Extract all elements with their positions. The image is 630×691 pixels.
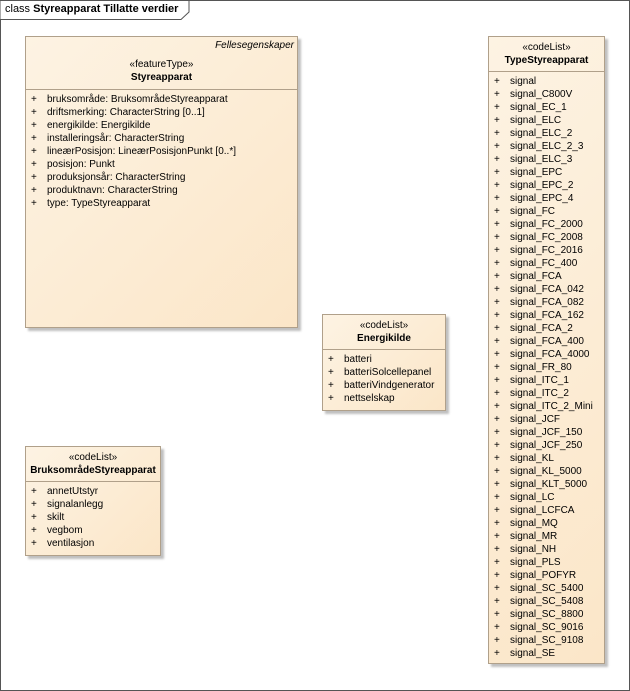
class-name: Styreapparat bbox=[130, 72, 193, 83]
visibility-marker: + bbox=[494, 245, 500, 256]
list-item bbox=[489, 192, 604, 205]
visibility-marker: + bbox=[494, 440, 500, 451]
list-item bbox=[489, 166, 604, 179]
visibility-marker: + bbox=[31, 133, 37, 144]
class-header bbox=[323, 315, 445, 345]
visibility-marker: + bbox=[328, 354, 334, 365]
list-item bbox=[489, 556, 604, 569]
list-item-label: signal_SC_5408 bbox=[510, 596, 584, 607]
list-item-label: driftsmerking: CharacterString [0..1] bbox=[47, 107, 205, 118]
list-item-label: lineærPosisjon: LineærPosisjonPunkt [0..*] bbox=[47, 146, 236, 157]
list-item-label: skilt bbox=[47, 512, 65, 523]
visibility-marker: + bbox=[494, 115, 500, 126]
visibility-marker: + bbox=[31, 146, 37, 157]
visibility-marker: + bbox=[494, 154, 500, 165]
list-item bbox=[489, 88, 604, 101]
list-item-label: bruksområde: BruksområdeStyreapparat bbox=[47, 94, 228, 105]
class-name: BruksområdeStyreapparat bbox=[30, 465, 156, 476]
visibility-marker: + bbox=[494, 557, 500, 568]
value-list bbox=[323, 350, 445, 405]
list-item bbox=[489, 478, 604, 491]
list-item-label: signal_FCA_042 bbox=[510, 284, 584, 295]
list-item bbox=[323, 379, 445, 392]
list-item bbox=[489, 634, 604, 647]
visibility-marker: + bbox=[494, 76, 500, 87]
visibility-marker: + bbox=[494, 349, 500, 360]
list-item bbox=[489, 491, 604, 504]
list-item bbox=[489, 140, 604, 153]
list-item bbox=[489, 244, 604, 257]
list-item-label: signal_FCA bbox=[510, 271, 562, 282]
list-item-label: signal_EC_1 bbox=[510, 102, 567, 113]
list-item bbox=[489, 231, 604, 244]
class-stereotype: «featureType» bbox=[129, 59, 194, 70]
list-item-label: signal_JCF_150 bbox=[510, 427, 583, 438]
visibility-marker: + bbox=[494, 518, 500, 529]
visibility-marker: + bbox=[31, 499, 37, 510]
visibility-marker: + bbox=[31, 486, 37, 497]
list-item-label: produksjonsår: CharacterString bbox=[47, 172, 186, 183]
diagram-name: Styreapparat Tillatte verdier bbox=[33, 3, 179, 15]
list-item-label: signalanlegg bbox=[47, 499, 104, 510]
list-item bbox=[489, 569, 604, 582]
visibility-marker: + bbox=[494, 219, 500, 230]
visibility-marker: + bbox=[494, 544, 500, 555]
list-item bbox=[323, 366, 445, 379]
class-styreapparat[interactable] bbox=[25, 36, 298, 328]
list-item-label: annetUtstyr bbox=[47, 486, 99, 497]
list-item-label: signal_FC_2000 bbox=[510, 219, 583, 230]
list-item bbox=[26, 158, 297, 171]
list-item-label: signal_EPC bbox=[510, 167, 563, 178]
visibility-marker: + bbox=[494, 323, 500, 334]
list-item-label: signal_FC_2016 bbox=[510, 245, 583, 256]
list-item bbox=[489, 75, 604, 88]
value-list bbox=[26, 482, 160, 550]
visibility-marker: + bbox=[494, 89, 500, 100]
list-item-label: vegbom bbox=[47, 525, 83, 536]
list-item-label: signal_ELC_2 bbox=[510, 128, 573, 139]
value-list bbox=[489, 72, 604, 660]
list-item-label: signal_ITC_2_Mini bbox=[510, 401, 593, 412]
visibility-marker: + bbox=[494, 284, 500, 295]
visibility-marker: + bbox=[31, 198, 37, 209]
list-item-label: signal_FC_2008 bbox=[510, 232, 583, 243]
list-item-label: signal_ITC_1 bbox=[510, 375, 569, 386]
list-item-label: batteriSolcellepanel bbox=[344, 367, 432, 378]
class-tag: Fellesegenskaper bbox=[215, 40, 294, 51]
list-item bbox=[489, 647, 604, 660]
visibility-marker: + bbox=[494, 102, 500, 113]
list-item bbox=[489, 465, 604, 478]
list-item bbox=[489, 517, 604, 530]
list-item bbox=[26, 145, 297, 158]
visibility-marker: + bbox=[494, 180, 500, 191]
visibility-marker: + bbox=[494, 622, 500, 633]
visibility-marker: + bbox=[494, 297, 500, 308]
visibility-marker: + bbox=[494, 193, 500, 204]
list-item bbox=[323, 392, 445, 405]
visibility-marker: + bbox=[494, 531, 500, 542]
visibility-marker: + bbox=[494, 505, 500, 516]
list-item-label: batteriVindgenerator bbox=[344, 380, 435, 391]
visibility-marker: + bbox=[328, 393, 334, 404]
visibility-marker: + bbox=[494, 492, 500, 503]
visibility-marker: + bbox=[31, 159, 37, 170]
list-item-label: signal_FCA_4000 bbox=[510, 349, 590, 360]
list-item-label: signal_FCA_162 bbox=[510, 310, 584, 321]
list-item bbox=[489, 374, 604, 387]
list-item bbox=[26, 485, 160, 498]
list-item bbox=[489, 582, 604, 595]
list-item-label: signal_SC_5400 bbox=[510, 583, 584, 594]
list-item-label: signal_ELC bbox=[510, 115, 562, 126]
list-item bbox=[489, 205, 604, 218]
list-item bbox=[489, 504, 604, 517]
visibility-marker: + bbox=[494, 141, 500, 152]
list-item bbox=[489, 439, 604, 452]
visibility-marker: + bbox=[31, 538, 37, 549]
list-item bbox=[26, 498, 160, 511]
visibility-marker: + bbox=[494, 310, 500, 321]
list-item-label: signal_SE bbox=[510, 648, 556, 659]
diagram-title bbox=[5, 3, 178, 15]
list-item bbox=[489, 595, 604, 608]
list-item bbox=[489, 426, 604, 439]
visibility-marker: + bbox=[494, 453, 500, 464]
list-item-label: signal_MQ bbox=[510, 518, 558, 529]
visibility-marker: + bbox=[494, 414, 500, 425]
list-item bbox=[26, 106, 297, 119]
list-item bbox=[489, 530, 604, 543]
list-item bbox=[489, 114, 604, 127]
list-item bbox=[26, 184, 297, 197]
class-bruksomrade-styreapparat[interactable] bbox=[25, 446, 161, 556]
visibility-marker: + bbox=[494, 336, 500, 347]
list-item bbox=[489, 400, 604, 413]
diagram-keyword: class bbox=[5, 3, 31, 15]
class-energikilde[interactable] bbox=[322, 314, 446, 411]
list-item bbox=[489, 621, 604, 634]
visibility-marker: + bbox=[494, 167, 500, 178]
list-item-label: signal_SC_8800 bbox=[510, 609, 584, 620]
list-item-label: signal_JCF_250 bbox=[510, 440, 583, 451]
list-item bbox=[489, 283, 604, 296]
class-type-styreapparat[interactable] bbox=[488, 36, 605, 664]
list-item-label: signal_EPC_2 bbox=[510, 180, 574, 191]
list-item-label: installeringsår: CharacterString bbox=[47, 133, 185, 144]
visibility-marker: + bbox=[31, 107, 37, 118]
list-item bbox=[489, 322, 604, 335]
visibility-marker: + bbox=[31, 172, 37, 183]
list-item-label: signal_POFYR bbox=[510, 570, 577, 581]
class-header bbox=[26, 447, 160, 477]
list-item-label: signal bbox=[510, 76, 537, 87]
visibility-marker: + bbox=[494, 570, 500, 581]
list-item bbox=[26, 524, 160, 537]
visibility-marker: + bbox=[494, 648, 500, 659]
list-item bbox=[489, 543, 604, 556]
list-item bbox=[489, 348, 604, 361]
visibility-marker: + bbox=[31, 512, 37, 523]
list-item bbox=[489, 335, 604, 348]
visibility-marker: + bbox=[494, 466, 500, 477]
list-item-label: signal_FC bbox=[510, 206, 556, 217]
visibility-marker: + bbox=[494, 388, 500, 399]
visibility-marker: + bbox=[494, 479, 500, 490]
visibility-marker: + bbox=[494, 362, 500, 373]
visibility-marker: + bbox=[494, 583, 500, 594]
list-item bbox=[489, 179, 604, 192]
list-item-label: signal_JCF bbox=[510, 414, 561, 425]
visibility-marker: + bbox=[31, 120, 37, 131]
list-item bbox=[26, 197, 297, 210]
list-item-label: signal_PLS bbox=[510, 557, 561, 568]
visibility-marker: + bbox=[494, 232, 500, 243]
list-item bbox=[489, 127, 604, 140]
list-item bbox=[489, 387, 604, 400]
list-item-label: type: TypeStyreapparat bbox=[47, 198, 151, 209]
list-item bbox=[26, 511, 160, 524]
list-item-label: ventilasjon bbox=[47, 538, 95, 549]
list-item-label: produktnavn: CharacterString bbox=[47, 185, 178, 196]
class-name: TypeStyreapparat bbox=[504, 55, 589, 66]
list-item bbox=[489, 153, 604, 166]
visibility-marker: + bbox=[31, 94, 37, 105]
list-item-label: signal_KL_5000 bbox=[510, 466, 582, 477]
attribute-list bbox=[26, 90, 297, 210]
class-stereotype: «codeList» bbox=[359, 320, 409, 331]
visibility-marker: + bbox=[31, 525, 37, 536]
list-item-label: posisjon: Punkt bbox=[47, 159, 115, 170]
list-item bbox=[489, 452, 604, 465]
list-item-label: energikilde: Energikilde bbox=[47, 120, 151, 131]
list-item-label: signal_FCA_2 bbox=[510, 323, 573, 334]
visibility-marker: + bbox=[494, 401, 500, 412]
list-item bbox=[26, 93, 297, 106]
list-item bbox=[26, 119, 297, 132]
class-stereotype: «codeList» bbox=[68, 452, 118, 463]
visibility-marker: + bbox=[494, 375, 500, 386]
list-item bbox=[489, 296, 604, 309]
class-name: Energikilde bbox=[357, 333, 411, 344]
list-item bbox=[489, 608, 604, 621]
list-item-label: signal_NH bbox=[510, 544, 557, 555]
list-item bbox=[323, 353, 445, 366]
list-item bbox=[489, 413, 604, 426]
visibility-marker: + bbox=[494, 258, 500, 269]
class-header bbox=[489, 37, 604, 67]
visibility-marker: + bbox=[494, 596, 500, 607]
list-item-label: signal_FCA_082 bbox=[510, 297, 584, 308]
list-item bbox=[489, 257, 604, 270]
list-item-label: signal_MR bbox=[510, 531, 558, 542]
list-item-label: signal_FR_80 bbox=[510, 362, 572, 373]
class-stereotype: «codeList» bbox=[522, 42, 571, 53]
visibility-marker: + bbox=[494, 206, 500, 217]
list-item bbox=[26, 171, 297, 184]
visibility-marker: + bbox=[494, 427, 500, 438]
list-item-label: signal_LCFCA bbox=[510, 505, 575, 516]
list-item-label: signal_C800V bbox=[510, 89, 573, 100]
list-item-label: signal_SC_9108 bbox=[510, 635, 584, 646]
visibility-marker: + bbox=[494, 609, 500, 620]
list-item-label: signal_LC bbox=[510, 492, 555, 503]
list-item bbox=[26, 132, 297, 145]
list-item bbox=[489, 361, 604, 374]
list-item-label: signal_ELC_3 bbox=[510, 154, 573, 165]
list-item bbox=[489, 270, 604, 283]
list-item bbox=[26, 537, 160, 550]
visibility-marker: + bbox=[494, 128, 500, 139]
visibility-marker: + bbox=[494, 635, 500, 646]
visibility-marker: + bbox=[328, 380, 334, 391]
list-item bbox=[489, 101, 604, 114]
list-item bbox=[489, 309, 604, 322]
list-item-label: signal_KL bbox=[510, 453, 554, 464]
list-item-label: batteri bbox=[344, 354, 372, 365]
visibility-marker: + bbox=[494, 271, 500, 282]
list-item-label: signal_FCA_400 bbox=[510, 336, 584, 347]
list-item-label: signal_ITC_2 bbox=[510, 388, 569, 399]
list-item-label: signal_KLT_5000 bbox=[510, 479, 588, 490]
list-item-label: nettselskap bbox=[344, 393, 395, 404]
list-item-label: signal_SC_9016 bbox=[510, 622, 584, 633]
visibility-marker: + bbox=[328, 367, 334, 378]
visibility-marker: + bbox=[31, 185, 37, 196]
list-item-label: signal_EPC_4 bbox=[510, 193, 574, 204]
list-item-label: signal_ELC_2_3 bbox=[510, 141, 584, 152]
list-item-label: signal_FC_400 bbox=[510, 258, 578, 269]
list-item bbox=[489, 218, 604, 231]
